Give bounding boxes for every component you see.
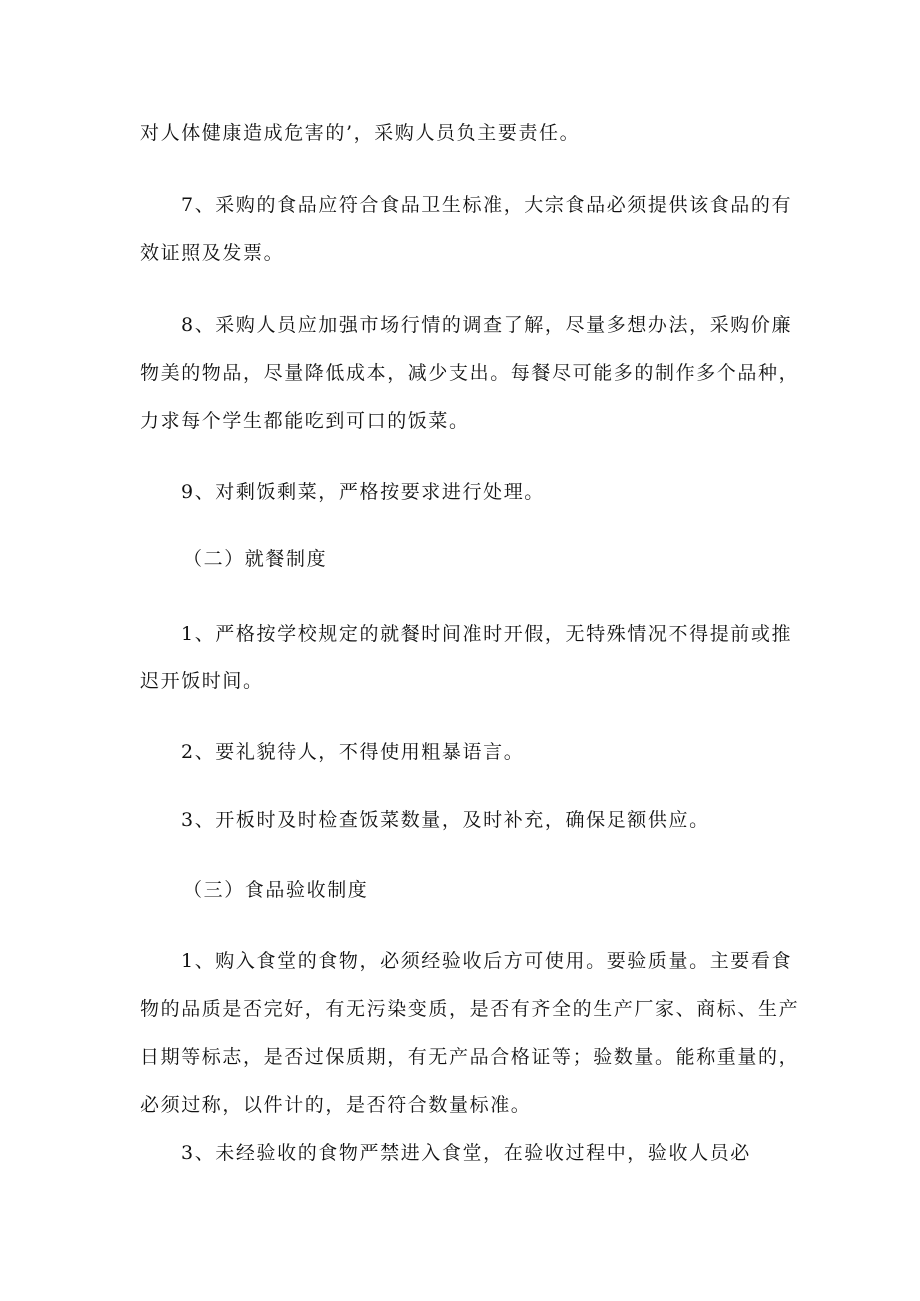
text-line: 8、采购人员应加强市场行情的调查了解，尽量多想办法，采购价廉	[181, 314, 793, 336]
text-line: 1、购入食堂的食物，必须经验收后方可使用。要验质量。主要看食	[181, 950, 793, 972]
text-line: 物美的物品，尽量降低成本，减少支出。每餐尽可能多的制作多个品种，	[140, 362, 800, 384]
text-line: 2、要礼貌待人，不得使用粗暴语言。	[181, 741, 525, 763]
text-line: 7、采购的食品应符合食品卫生标准，大宗食品必须提供该食品的有	[181, 194, 793, 216]
text-line: 对人体健康造成危害的’，采购人员负主要责任。	[140, 122, 581, 144]
text-line: 力求每个学生都能吃到可口的饭菜。	[140, 410, 470, 432]
text-line: 必须过称，以件计的，是否符合数量标准。	[140, 1094, 532, 1116]
text-line: 3、未经验收的食物严禁进入食堂，在验收过程中，验收人员必	[181, 1142, 751, 1164]
section-heading: （三）食品验收制度	[183, 879, 369, 901]
text-line: 物的品质是否完好，有无污染变质，是否有齐全的生产厂家、商标、生产	[140, 998, 800, 1020]
text-line: 3、开板时及时检查饭菜数量，及时补充，确保足额供应。	[181, 809, 710, 831]
text-line: 效证照及发票。	[140, 242, 285, 264]
text-line: 9、对剩饭剩菜，严格按要求进行处理。	[181, 481, 545, 503]
text-line: 日期等标志，是否过保质期，有无产品合格证等；验数量。能称重量的，	[140, 1046, 800, 1068]
text-line: 1、严格按学校规定的就餐时间准时开假，无特殊情况不得提前或推	[181, 623, 793, 645]
text-line: 迟开饭时间。	[140, 670, 264, 692]
section-heading: （二）就餐制度	[183, 548, 328, 570]
